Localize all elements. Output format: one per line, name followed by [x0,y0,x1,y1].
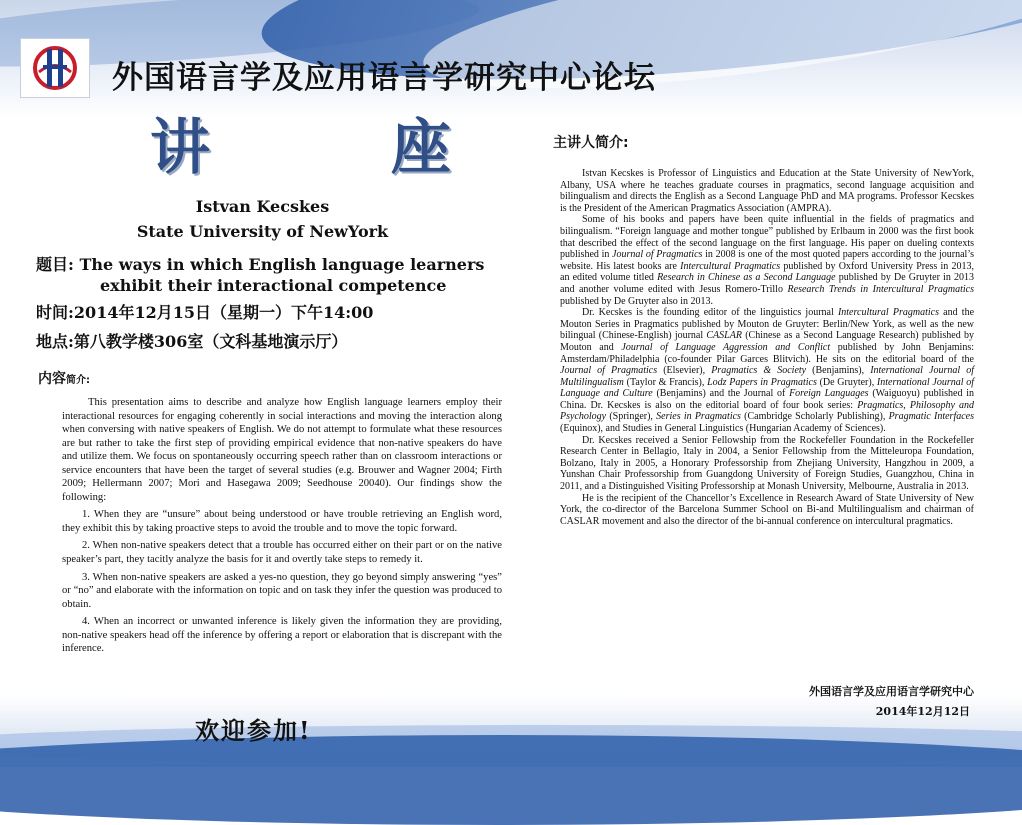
logo-emblem-icon [21,39,89,97]
content-heading [38,368,90,388]
abstract-finding: 2. When non-native speakers detect that a trouble has occurred either on their part or on the native speaker’s part, they tacitly analyze the basis for it and overtly take steps to remedy it. [62,540,502,566]
bio-paragraph: Some of his books and papers have been quite influential in the fields of pragmatics and bilingualism. “Foreign language and mother tongue” published by Erlbaum in 2000 was the first book that described the effect of the second language on the first language. His paper on dueling contexts published in Journal of Pragmatics in 2008 is one of the most quoted papers according to the journal’s website. His latest books are Intercultural Pragmatics published by Oxford University Press in 2013, an edited volume titled Research in Chinese as a Second Language published by De Gruyter in 2013 and another volume edited with Jesus Romero-Trillo Research Trends in Intercultural Pragmatics published by De Gruyter also in 2013. [560,214,974,307]
topic-text-continued: exhibit their interactional competence [100,276,447,295]
speaker-bio [560,168,974,527]
organizer-name: 外国语言学及应用语言学研究中心 [809,685,974,698]
abstract-finding: 1. When they are “unsure” about being understood or have trouble retrieving an English word, they exhibit this by taking proactive steps to avoid the trouble and to move the topic forward. [62,509,502,534]
time-label: 时间: [36,303,74,322]
speaker-organization: State University of NewYork [136,222,389,241]
speaker-name: Istvan Kecskes [195,197,330,216]
bio-paragraph: He is the recipient of the Chancellor’s Excellence in Research Award of State University of New York, the co-director of the Barcelona Summer School on Bi-and Multilingualism and chairman of CASLAR movement and also the director of the bi-annual conference on intercultural pragmatics. [560,492,974,527]
place-line [36,329,347,352]
bio-paragraph: Istvan Kecskes is Professor of Linguistics and Education at the State University of NewYork, Albany, USA where he teaches graduate courses in pragmatics, second language acquisition and bilingualism and directs the English as a Second Language PhD and MA programs. Professor Kecskes is the President of the American Pragmatics Association (AMPRA). [560,168,974,214]
bio-heading: 主讲人简介: [553,135,629,151]
abstract-finding: 4. When an incorrect or unwanted inference is likely given the information they are providing, non-native speakers head off the inference by offering a report or elaboration that is discrepant with the inference. [62,616,502,655]
welcome-text: 欢迎参加! [195,716,312,745]
place-value: 第八教学楼306室（文科基地演示厅） [73,332,348,351]
abstract-paragraph: This presentation aims to describe and analyze how English language learners employ their interactional resources for engaging coherently in social interactions and moving the interaction along when conversing with native speakers of English. We do not attempt to formulate what these resources are but rather to take the first step of providing empirical evidence that non-native speakers do have and utilize them. We focus on spontaneously occurring speech rather than on classroom interactions or service encounters that have been the target of several studies (e.g. Brouwer and Wagner 2004; Firth 2009; Hellermann 2007; Mori and Hasegawa 2009; Seedhouse 20040). Our findings show the following: [62,397,502,503]
time-value: 2014年12月15日（星期一）下午14:00 [73,303,374,322]
abstract-finding: 3. When non-native speakers are asked a yes-no question, they go beyond simply answering “yes” or “no” and elaborate with the information on topic and on task they infer the question was produced to obtain. [62,571,502,610]
lecture-title: 讲 座 [150,113,531,183]
time-line [36,300,373,323]
forum-title: 外国语言学及应用语言学研究中心论坛 [112,60,656,96]
university-logo [20,38,90,98]
place-label: 地点: [36,332,74,351]
bio-paragraph: Dr. Kecskes is the founding editor of the linguistics journal Intercultural Pragmatics and the Mouton Series in Pragmatics published by Mouton de Gruyter: Berlin/New York, as well as the new bilingual (Chinese-English) journal CASLAR (Chinese as a Second Language Research) published by Mouton and Journal of Language Aggression and Conflict published by John Benjamins: Amsterdam/Philadelphia (co-founder Pilar Garces Blitvich). He sits on the editorial board of the Journal of Pragmatics (Elsevier), Pragmatics & Society (Benjamins), International Journal of Multilingualism (Taylor & Francis), Lodz Papers in Pragmatics (De Gruyter), International Journal of Language and Culture (Benjamins) and the Journal of Foreign Languages (Waiguoyu) published in China. Dr. Kecskes is also on the editorial board of four book series: Pragmatics, Philosophy and Psychology (Springer), Series in Pragmatics (Cambridge Scholarly Publishing), Pragmatic Interfaces (Equinox), and Studies in General Linguistics (Hungarian Academy of Sciences). [560,307,975,435]
content-heading-main: 内容 [38,371,66,387]
bio-paragraph: Dr. Kecskes received a Senior Fellowship from the Rockefeller Foundation in the Rockefeller Research Center in Bellagio, Italy in 2004, a Senior Fellowship from the Mitteleuropa Foundation, Bolzano, Italy in 2005, a Honorary Professorship from Zhejiang University, Hangzhou in 2009, a Yunshan Chair Professorship from Guangdong University of Foreign Studies, Guangzhou, China in 2011, and a Distinguished Visiting Professorship at Monash University, Melbourne, Australia in 2013. [560,434,974,493]
topic-text: The ways in which English language learners [79,255,485,274]
content-heading-sub: 简介: [66,375,90,386]
topic-line [36,252,484,275]
issue-date: 2014年12月12日 [875,705,970,718]
footer-swoosh [0,735,1022,825]
abstract-body [62,396,502,660]
topic-label: 题目: [36,255,74,274]
